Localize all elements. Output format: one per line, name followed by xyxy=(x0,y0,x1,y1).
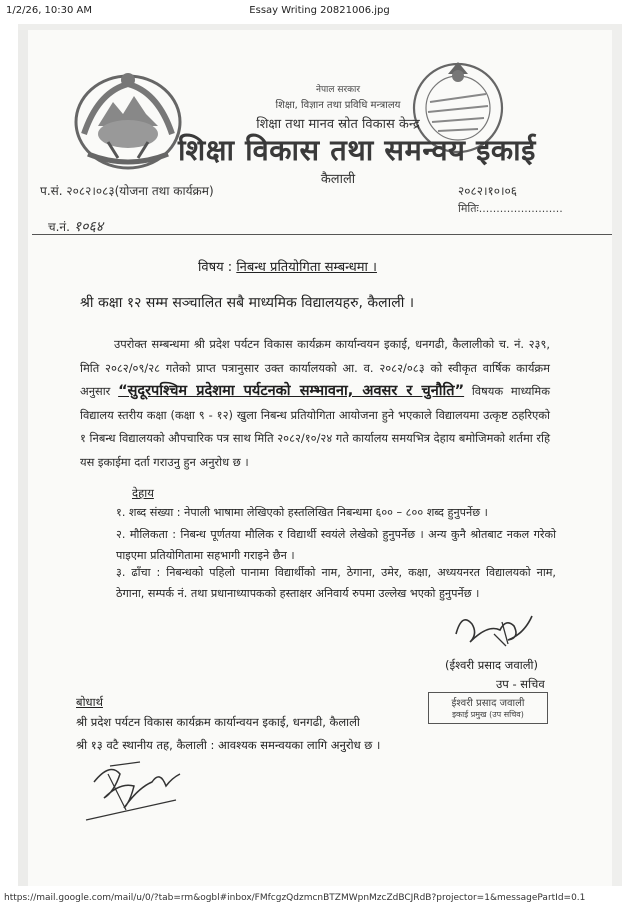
dispatch-value: १०६४ xyxy=(73,219,104,235)
government-line: नेपाल सरकार xyxy=(315,85,361,95)
officer-name-stamp xyxy=(428,692,548,724)
initial-signature xyxy=(80,752,190,824)
letter-date: २०८२।१०।०६ xyxy=(458,184,518,198)
condition-originality: २. मौलिकता : निबन्ध पूर्णतया मौलिक र विद्यार्थी स्वयंले लेखेको हुनुपर्नेछ । अन्य कुनै श्रोतबाट नकल गरेको पाइएमा प्रतियोगितामा सहभागी गराइने छैन । xyxy=(116,528,556,562)
body-paragraph xyxy=(80,333,550,474)
header-divider xyxy=(32,234,612,235)
scanned-letter xyxy=(18,24,622,886)
print-timestamp: 1/2/26, 10:30 AM xyxy=(6,5,93,16)
body-part-1: उपरोक्त सम्बन्धमा श्री प्रदेश पर्यटन विकास कार्यक्रम कार्यान्वयन इकाई, धनगढी, कैलालीको च. नं. २३९, मिति २०८२/०९/२८ गतेको प्राप्त पत्रानुसार उक्त कार्यालयको आ. व. २०८२/०८३ को स्वीकृत वार्षिक कार्यक्रम अनुसार xyxy=(80,337,550,398)
browser-header xyxy=(0,0,639,22)
subject-text: निबन्ध प्रतियोगिता सम्बन्धमा । xyxy=(236,260,377,275)
signatory-name: (ईश्वरी प्रसाद जवाली) xyxy=(445,658,538,672)
conditions-heading: देहाय xyxy=(132,486,154,500)
district-name: कैलाली xyxy=(320,172,356,187)
essay-topic: “सुदूरपश्चिम प्रदेशमा पर्यटनको सम्भावना, अवसर र चुनौति” xyxy=(118,383,465,399)
bodharth-line: श्री १३ वटै स्थानीय तह, कैलाली : आवश्यक समन्वयका लागि अनुरोध छ । xyxy=(76,738,381,752)
ministry-line: शिक्षा, विज्ञान तथा प्रविधि मन्त्रालय xyxy=(275,100,401,111)
body-part-2: विषयक माध्यमिक विद्यालय स्तरीय कक्षा (कक्षा ९ - १२) खुला निबन्ध प्रतियोगिता आयोजना हुने भएकाले विद्यालयमा उत्कृष्ट ठहरिएको १ निबन्ध विद्यालयको औपचारिक पत्र साथ मिति २०८२/१०/२४ गते कार्यालय समयभित्र देहाय बमोजिमको शर्तमा रहि यस इकाईमा दर्ता गराउनु हुन अनुरोध छ । xyxy=(80,384,550,469)
stamp-designation: इकाई प्रमुख (उप सचिव) xyxy=(452,710,524,719)
miti-field: मितिः........................ xyxy=(458,202,563,215)
page-url: https://mail.google.com/mail/u/0/?tab=rm&ogbl#inbox/FMfcgzQdzmcnBTZMWpnMzcZdBCJRdB?projector=1&messagePartId=0.1 xyxy=(4,893,586,903)
bodharth-heading: बोधार्थ xyxy=(76,695,103,709)
dispatch-label: च.नं. xyxy=(48,220,70,234)
bodharth-line: श्री प्रदेश पर्यटन विकास कार्यक्रम कार्यान्वयन इकाई, धनगढी, कैलाली xyxy=(76,715,360,729)
document-title: Essay Writing 20821006.jpg xyxy=(249,5,390,16)
signatory-title: उप - सचिव xyxy=(496,677,545,691)
subject-line xyxy=(198,257,377,275)
stamp-name: ईश्वरी प्रसाद जवाली xyxy=(451,698,525,709)
subject-label: विषय : xyxy=(198,260,233,275)
condition-word-count: १. शब्द संख्या : नेपाली भाषामा लेखिएको हस्तलिखित निबन्धमा ६०० – ८०० शब्द हुनुपर्नेछ । xyxy=(116,506,488,519)
addressee: श्री कक्षा १२ सम्म सञ्चालित सबै माध्यमिक विद्यालयहरु, कैलाली । xyxy=(80,295,415,311)
nepal-emblem-logo xyxy=(68,62,188,174)
reference-number: प.सं. २०८२।०८३(योजना तथा कार्यक्रम) xyxy=(40,184,214,198)
officer-signature xyxy=(448,604,538,652)
office-name: शिक्षा विकास तथा समन्वय इकाई xyxy=(178,133,536,167)
centre-line: शिक्षा तथा मानव स्रोत विकास केन्द्र xyxy=(256,117,420,132)
condition-format: ३. ढाँचा : निबन्धको पहिलो पानामा विद्यार्थीको नाम, ठेगाना, उमेर, कक्षा, अध्ययनरत विद्यालयको नाम, ठेगाना, सम्पर्क नं. तथा प्रधानाध्यापकको हस्ताक्षर अनिवार्य रुपमा उल्लेख भएको हुनुपर्नेछ । xyxy=(116,566,556,600)
